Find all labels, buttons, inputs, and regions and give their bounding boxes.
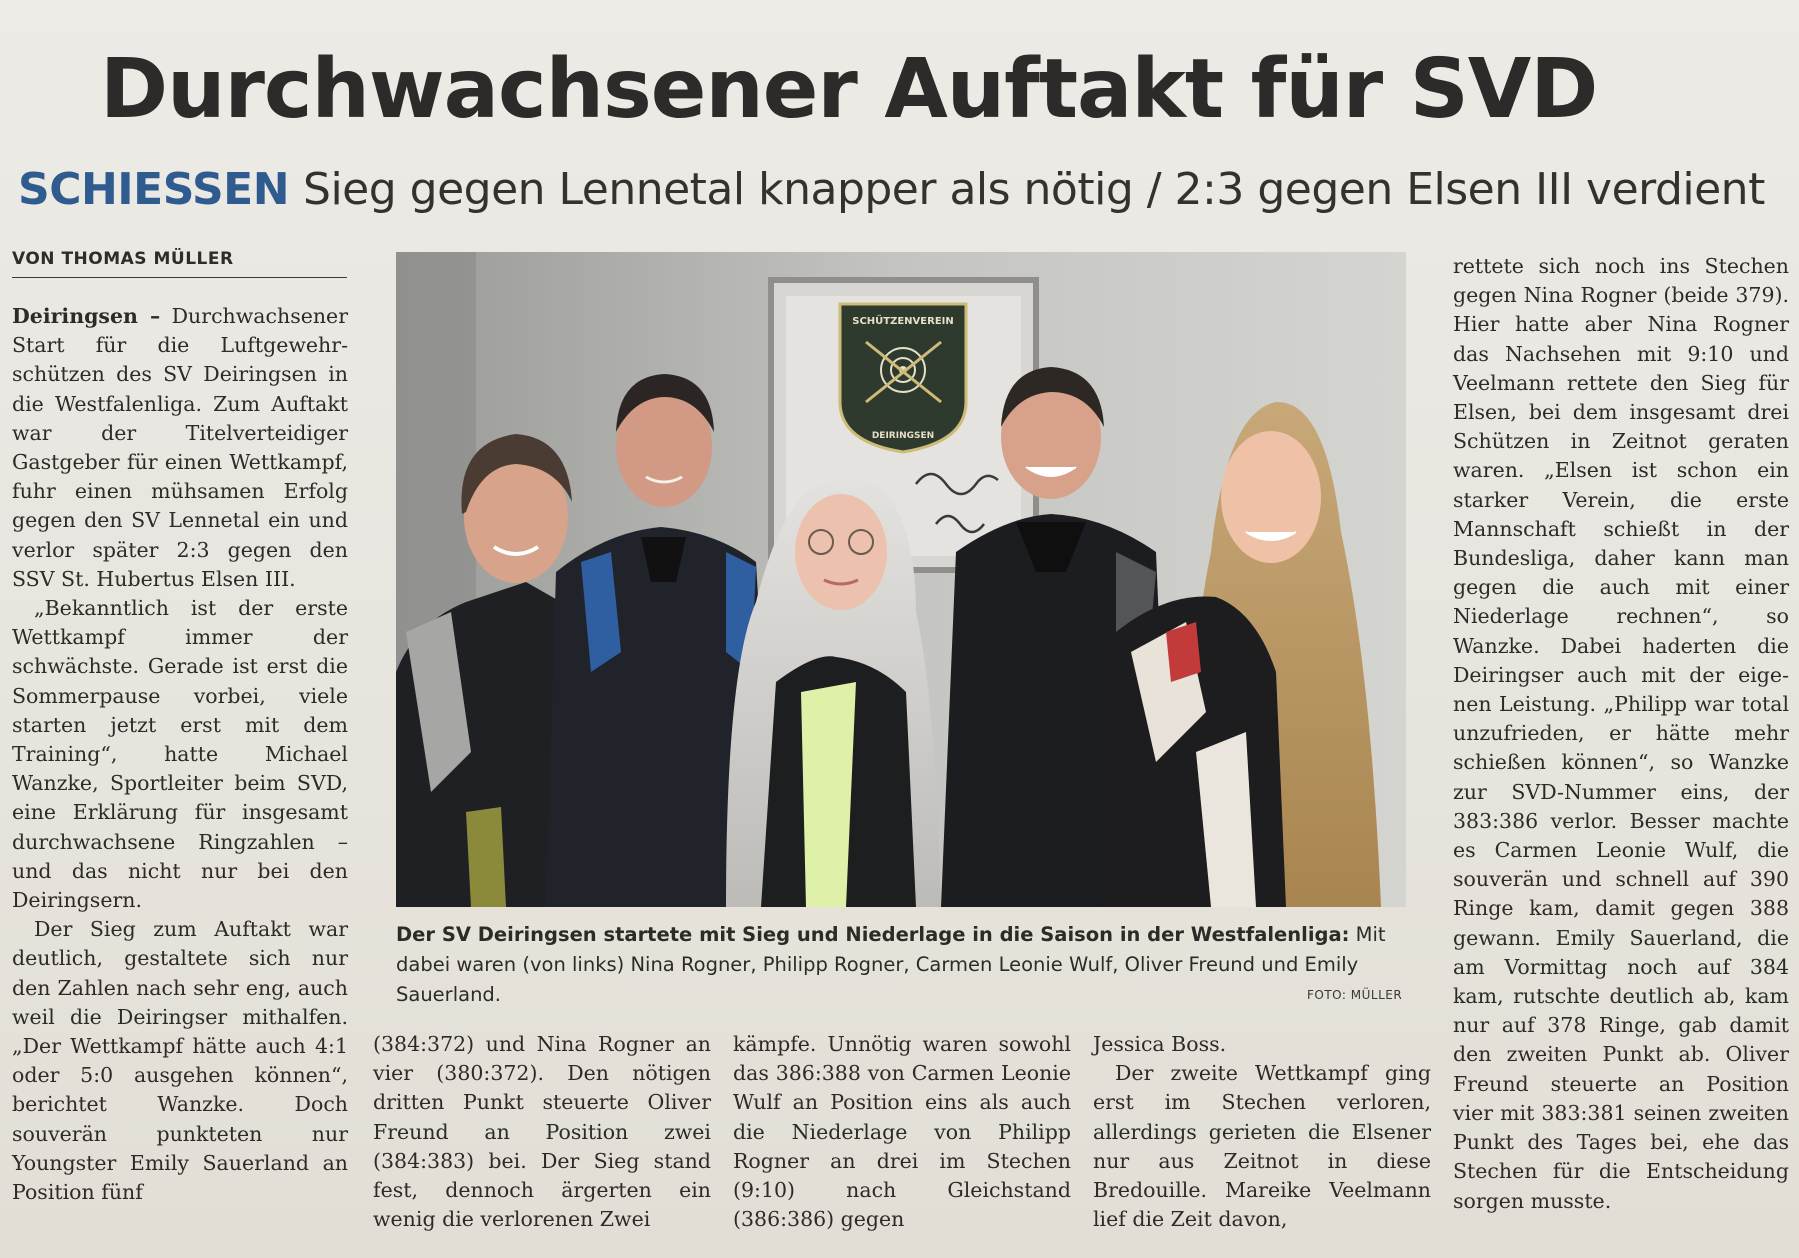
column-3-text: kämpfe. Unnötig waren sowohl das 386:388 von Carmen Leonie Wulf an Position eins als auch die Niederlage von Philipp Rogner an drei im Stechen (9:10) nach Gleichstand (386:386) gegen bbox=[733, 1032, 1071, 1232]
section-kicker: SCHIESSEN bbox=[18, 164, 290, 215]
photo-credit: FOTO: MÜLLER bbox=[1307, 988, 1403, 1002]
text-column-2 bbox=[373, 1030, 711, 1234]
emblem-top-text: SCHÜTZENVEREIN bbox=[852, 316, 954, 327]
paragraph-1-text: Durchwachsener Start für die Luftgewehrschützen des SV Deiringsen in die Westfalenliga. Zum Auftakt war der Titelverteidiger Gastgeber für einen Wettkampf, fuhr einen mühsamen Erfolg gegen den SV Lennetal ein und verlor später 2:3 gegen den SSV St. Hubertus Elsen III. bbox=[12, 304, 348, 591]
text-column-4 bbox=[1093, 1030, 1431, 1234]
text-column-1 bbox=[12, 302, 348, 1207]
paragraph-1 bbox=[12, 302, 348, 594]
team-photo bbox=[396, 252, 1406, 907]
team-photo-illustration bbox=[396, 252, 1406, 907]
emblem-bottom-text: DEIRINGSEN bbox=[871, 431, 935, 441]
byline: VON THOMAS MÜLLER bbox=[12, 249, 347, 278]
column-4-paragraph-1: Jessica Boss. bbox=[1093, 1032, 1227, 1056]
caption-text: Mit dabei waren (von links) Nina Rogner, Philipp Rogner, Carmen Leonie Wulf, Oliver Freund und Emily Sauerland. bbox=[396, 923, 1386, 1006]
photo-caption bbox=[396, 920, 1406, 1010]
column-4-paragraph-2: Der zweite Wettkampf ging erst im Stechen verloren, allerdings gerieten die Elsener nur aus Zeitnot in diese Bredouille. Mareike Veelmann lief die Zeit davon, bbox=[1093, 1061, 1431, 1232]
paragraph-3: Der Sieg zum Auftakt war deutlich, gestaltete sich nur den Zahlen nach sehr eng, auch weil die Deiringser mithalfen. „Der Wettkampf hätte auch 4:1 oder 5:0 ausgehen können“, berichtet Wanzke. Doch souverän punkteten nur Youngster Emily Sauerland an Position fünf bbox=[12, 917, 348, 1205]
article-headline: Durchwachsener Auftakt für SVD bbox=[100, 42, 1598, 137]
subheadline-text: Sieg gegen Lennetal knapper als nötig / 2:3 gegen Elsen III verdient bbox=[303, 164, 1765, 215]
paragraph-2: „Bekanntlich ist der erste Wettkampf immer der schwächste. Gerade ist erst die Sommerpause vorbei, viele starten jetzt erst mit dem Training“, hatte Michael Wanzke, Sportleiter beim SVD, eine Erklärung für insgesamt durchwachsene Ringzahlen – und das nicht nur bei den Deiringsern. bbox=[12, 596, 348, 913]
column-2-text: (384:372) und Nina Rogner an vier (380:372). Den nötigen dritten Punkt steuerte Oliver Freund an Position zwei (384:383) bei. Der Sieg stand fest, dennoch ärgerten ein wenig die verlorenen Zwei bbox=[373, 1032, 711, 1232]
caption-lead: Der SV Deiringsen startete mit Sieg und Niederlage in die Saison in der Westfalenliga: bbox=[396, 923, 1350, 946]
text-column-5 bbox=[1453, 252, 1789, 1216]
article-subheadline bbox=[18, 160, 1798, 220]
text-column-3 bbox=[733, 1030, 1071, 1234]
dateline: Deiringsen – bbox=[12, 304, 161, 328]
column-5-text: rettete sich noch ins Stechen gegen Nina Rogner (beide 379). Hier hatte aber Nina Rogner das Nachsehen mit 9:10 und Veelmann rettete den Sieg für Elsen, bei dem insgesamt drei Schützen in Zeitnot geraten waren. „Elsen ist schon ein starker Verein, die erste Mannschaft schießt in der Bundesliga, daher kann man gegen die auch mit einer Niederlage rechnen“, so Wanzke. Dabei haderten die Deiringser auch mit der eigenen Leistung. „Philipp war total unzufrieden, er hätte mehr schießen können“, so Wanzke zur SVD-Nummer eins, der 383:386 verlor. Besser machte es Carmen Leonie Wulf, die souverän und schnell auf 390 Ringe kam, damit gegen 388 gewann. Emily Sauerland, die am Vormittag noch auf 384 kam, rutschte deutlich ab, kam nur auf 378 Ringe, gab damit den zweiten Punkt ab. Oliver Freund steuerte an Position vier mit 383:381 seinen zweiten Punkt des Tages bei, ehe das Stechen für die Entscheidung sorgen musste. bbox=[1453, 254, 1789, 1213]
